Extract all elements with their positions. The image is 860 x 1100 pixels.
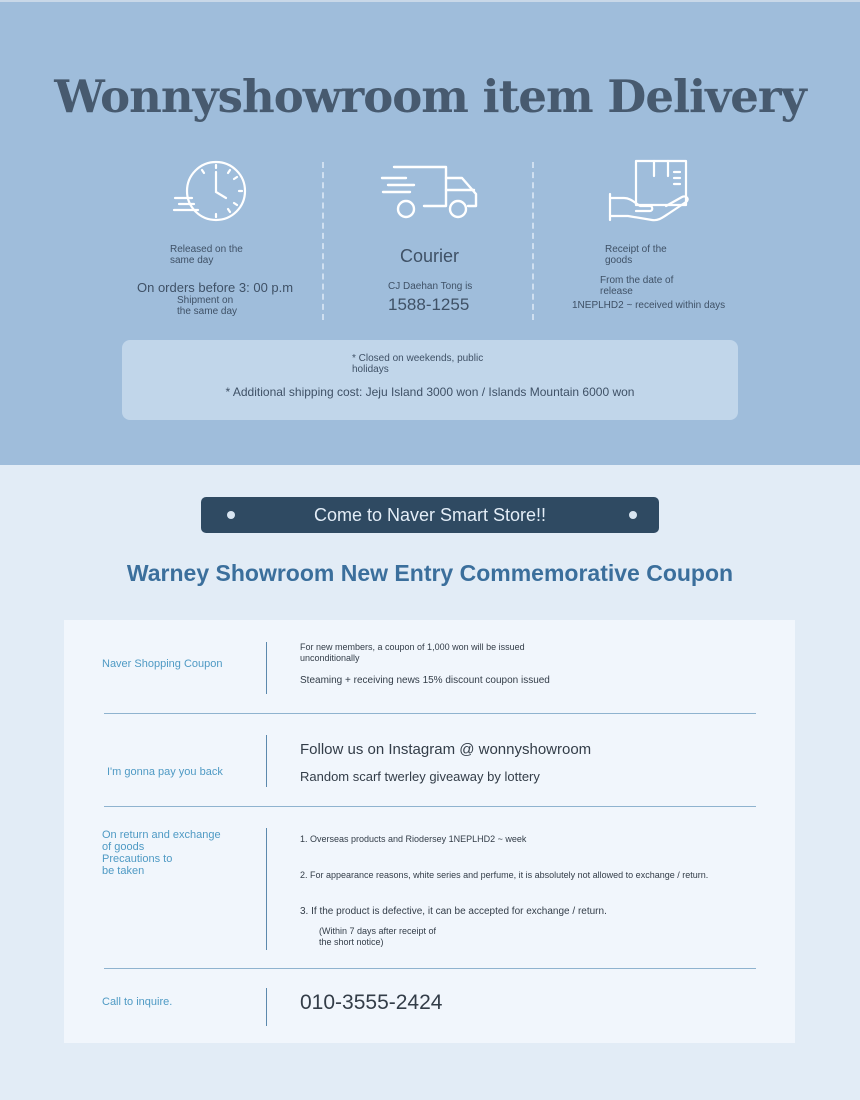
column-divider bbox=[322, 162, 324, 320]
row-divider bbox=[266, 642, 267, 694]
row-divider bbox=[266, 988, 267, 1026]
closed-days-notice: * Closed on weekends, public holidays bbox=[352, 353, 484, 375]
delivery-section bbox=[0, 0, 860, 465]
section-divider bbox=[104, 806, 756, 807]
clock-icon bbox=[172, 158, 250, 224]
section-divider bbox=[104, 713, 756, 714]
naver-smart-store-button[interactable] bbox=[201, 497, 659, 533]
row-divider bbox=[266, 828, 267, 950]
row-divider bbox=[266, 735, 267, 787]
delivery-title: Wonnyshowroom item Delivery bbox=[54, 70, 806, 123]
receipt-from-release-text: From the date of release bbox=[600, 275, 674, 297]
return-policy-item: 2. For appearance reasons, white series and perfume, it is absolutely not allowed to exchange / return. bbox=[300, 870, 709, 880]
delivery-truck-icon bbox=[380, 162, 480, 222]
courier-phone: 1588-1255 bbox=[388, 295, 470, 314]
receipt-of-goods-label: Receipt of the goods bbox=[605, 244, 667, 266]
inquiry-label: Call to inquire. bbox=[102, 996, 173, 1008]
scarf-giveaway-text: Random scarf twerley giveaway by lottery bbox=[300, 769, 540, 784]
courier-company-text: CJ Daehan Tong is bbox=[388, 281, 473, 292]
decorative-dot bbox=[629, 511, 637, 519]
section-divider bbox=[104, 968, 756, 969]
courier-heading: Courier bbox=[400, 246, 460, 266]
same-day-release-label: Released on the same day bbox=[170, 244, 243, 266]
additional-shipping-notice: * Additional shipping cost: Jeju Island 3000 won / Islands Mountain 6000 won bbox=[225, 385, 635, 399]
cutoff-time-text: On orders before 3: 00 p.m bbox=[137, 280, 294, 295]
coupon-title: Warney Showroom New Entry Commemorative Coupon bbox=[126, 560, 734, 586]
column-divider bbox=[532, 162, 534, 320]
pay-back-label: I'm gonna pay you back bbox=[107, 766, 223, 778]
naver-smart-store-label: Come to Naver Smart Store!! bbox=[313, 505, 547, 525]
receipt-days-text: 1NEPLHD2 ~ received within days bbox=[572, 300, 726, 311]
inquiry-phone: 010-3555-2424 bbox=[300, 991, 443, 1014]
return-policy-item: 3. If the product is defective, it can be accepted for exchange / return. bbox=[300, 906, 607, 917]
discount-coupon-text: Steaming + receiving news 15% discount coupon issued bbox=[300, 675, 550, 686]
shipping-notice-box bbox=[122, 340, 738, 420]
return-policy-note: (Within 7 days after receipt of the short notice) bbox=[319, 926, 437, 947]
info-panel bbox=[64, 620, 795, 1043]
package-hand-icon bbox=[606, 158, 690, 224]
instagram-follow-text: Follow us on Instagram @ wonnyshowroom bbox=[300, 741, 592, 758]
return-policy-item: 1. Overseas products and Riodersey 1NEPLHD2 ~ week bbox=[300, 834, 527, 844]
new-member-coupon-text: For new members, a coupon of 1,000 won will be issued unconditionally bbox=[300, 642, 525, 663]
naver-coupon-label: Naver Shopping Coupon bbox=[102, 658, 223, 670]
same-day-shipment-text: Shipment on the same day bbox=[177, 295, 238, 317]
return-exchange-label: On return and exchange of goods Precautions to be taken bbox=[102, 829, 221, 877]
